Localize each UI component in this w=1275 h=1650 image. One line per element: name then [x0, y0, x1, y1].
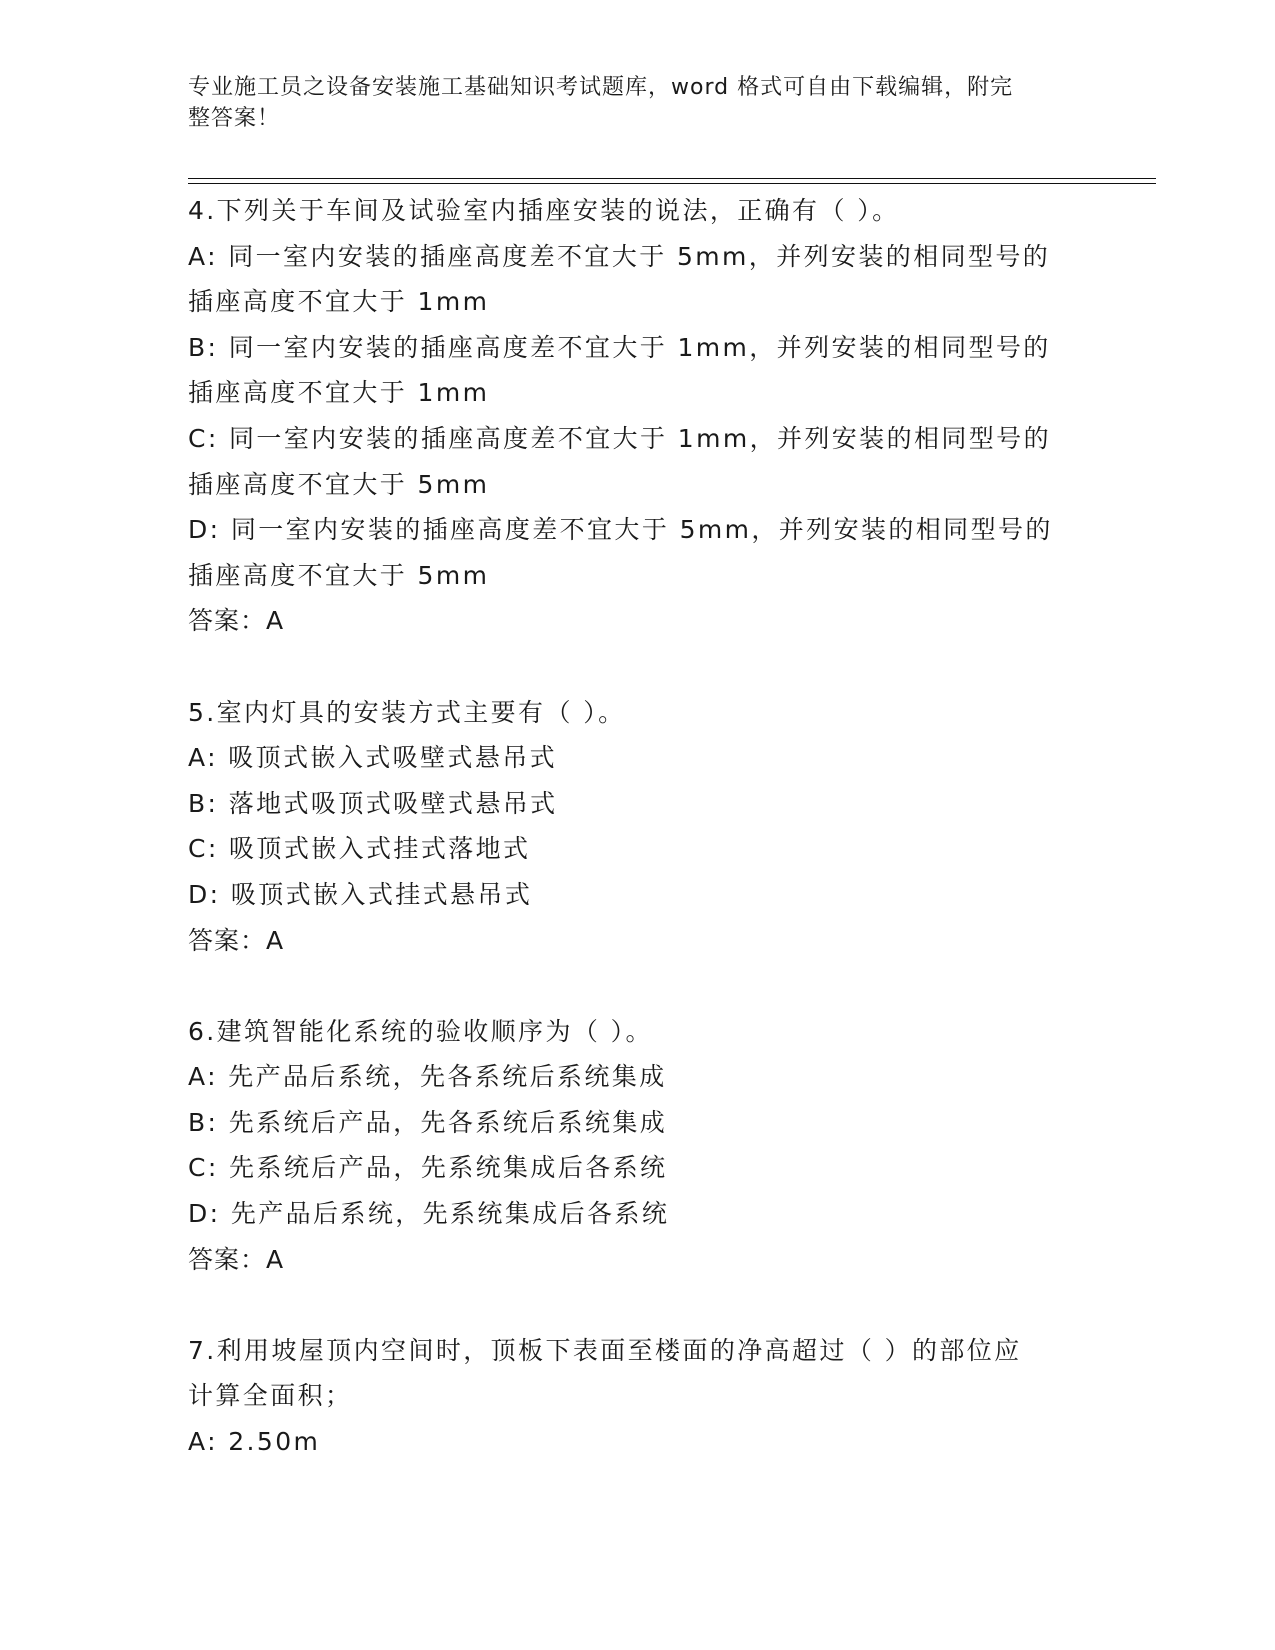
question-stem: 5.室内灯具的安装方式主要有（ ）。	[188, 697, 626, 727]
option-d	[188, 507, 1088, 598]
option-a: A: 2.50m	[188, 1427, 321, 1457]
option-a: A: 吸顶式嵌入式吸壁式悬吊式	[188, 743, 558, 773]
option-text: A: 同一室内安装的插座高度差不宜大于 5mm，并列安装的相同型号的	[188, 241, 1051, 271]
option-b: B: 落地式吸顶式吸壁式悬吊式	[188, 788, 558, 818]
option-d: D: 吸顶式嵌入式挂式悬吊式	[188, 879, 533, 909]
question-block	[188, 1009, 1088, 1283]
option-c	[188, 416, 1088, 507]
answer-line: 答案：A	[188, 1244, 285, 1274]
question-list	[188, 188, 1088, 1465]
question-block	[188, 188, 1088, 644]
header-divider-top	[188, 178, 1156, 179]
question-spacer	[188, 1282, 1088, 1328]
header-line-2: 整答案！	[188, 106, 281, 131]
question-stem-cont: 计算全面积；	[188, 1381, 353, 1411]
option-text: D: 同一室内安装的插座高度差不宜大于 5mm，并列安装的相同型号的	[188, 515, 1053, 545]
question-block	[188, 1328, 1088, 1465]
answer-line: 答案：A	[188, 925, 285, 955]
option-d: D: 先产品后系统，先系统集成后各系统	[188, 1199, 670, 1229]
option-text-cont: 插座高度不宜大于 5mm	[188, 560, 490, 590]
option-a	[188, 234, 1088, 325]
header-line-1: 专业施工员之设备安装施工基础知识考试题库，word 格式可自由下载编辑，附完	[188, 75, 1014, 100]
question-block	[188, 690, 1088, 964]
option-text-cont: 插座高度不宜大于 1mm	[188, 287, 490, 317]
option-b	[188, 325, 1088, 416]
option-c: C: 先系统后产品，先系统集成后各系统	[188, 1153, 668, 1183]
question-spacer	[188, 644, 1088, 690]
option-b: B: 先系统后产品，先各系统后系统集成	[188, 1107, 668, 1137]
answer-line: 答案：A	[188, 606, 285, 636]
option-c: C: 吸顶式嵌入式挂式落地式	[188, 834, 531, 864]
question-stem: 7.利用坡屋顶内空间时，顶板下表面至楼面的净高超过（ ）的部位应	[188, 1335, 1022, 1365]
option-text: B: 同一室内安装的插座高度差不宜大于 1mm，并列安装的相同型号的	[188, 332, 1051, 362]
question-spacer	[188, 963, 1088, 1009]
page-header	[188, 72, 1068, 134]
question-stem: 4.下列关于车间及试验室内插座安装的说法，正确有（ ）。	[188, 196, 900, 225]
option-text-cont: 插座高度不宜大于 5mm	[188, 469, 490, 499]
option-text: C: 同一室内安装的插座高度差不宜大于 1mm，并列安装的相同型号的	[188, 423, 1051, 453]
option-a: A: 先产品后系统，先各系统后系统集成	[188, 1062, 667, 1092]
option-text-cont: 插座高度不宜大于 1mm	[188, 378, 490, 408]
question-stem: 6.建筑智能化系统的验收顺序为（ ）。	[188, 1016, 653, 1046]
header-divider-bottom	[188, 183, 1156, 184]
